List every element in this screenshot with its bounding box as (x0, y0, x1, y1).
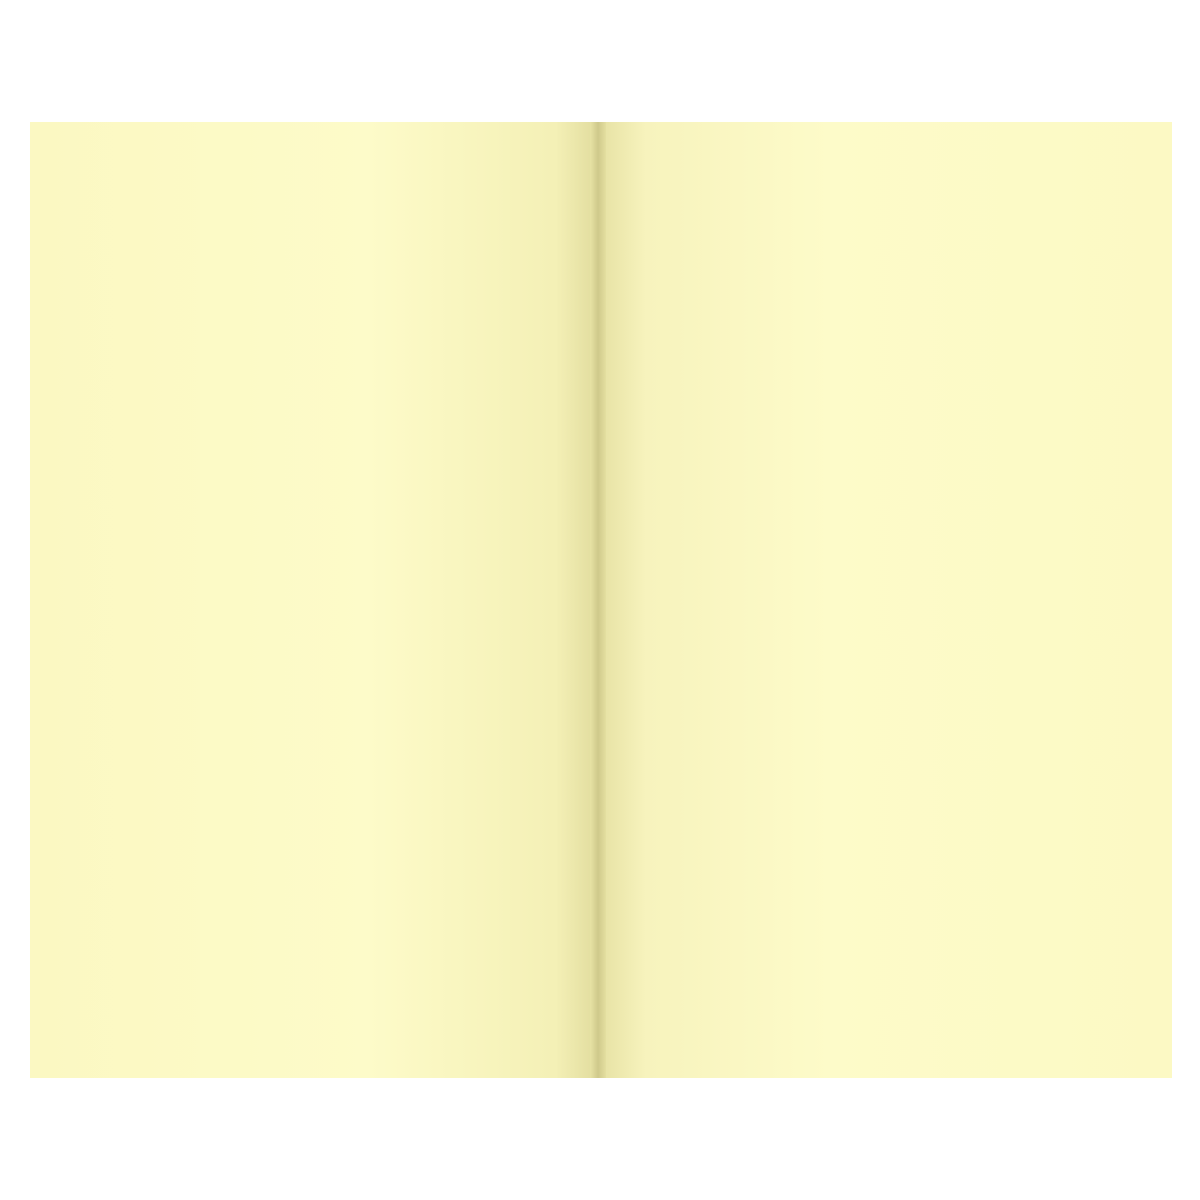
left-page (30, 122, 595, 1078)
right-page (600, 122, 1172, 1078)
book-gutter (590, 122, 606, 1078)
book-spread (30, 122, 1172, 1078)
